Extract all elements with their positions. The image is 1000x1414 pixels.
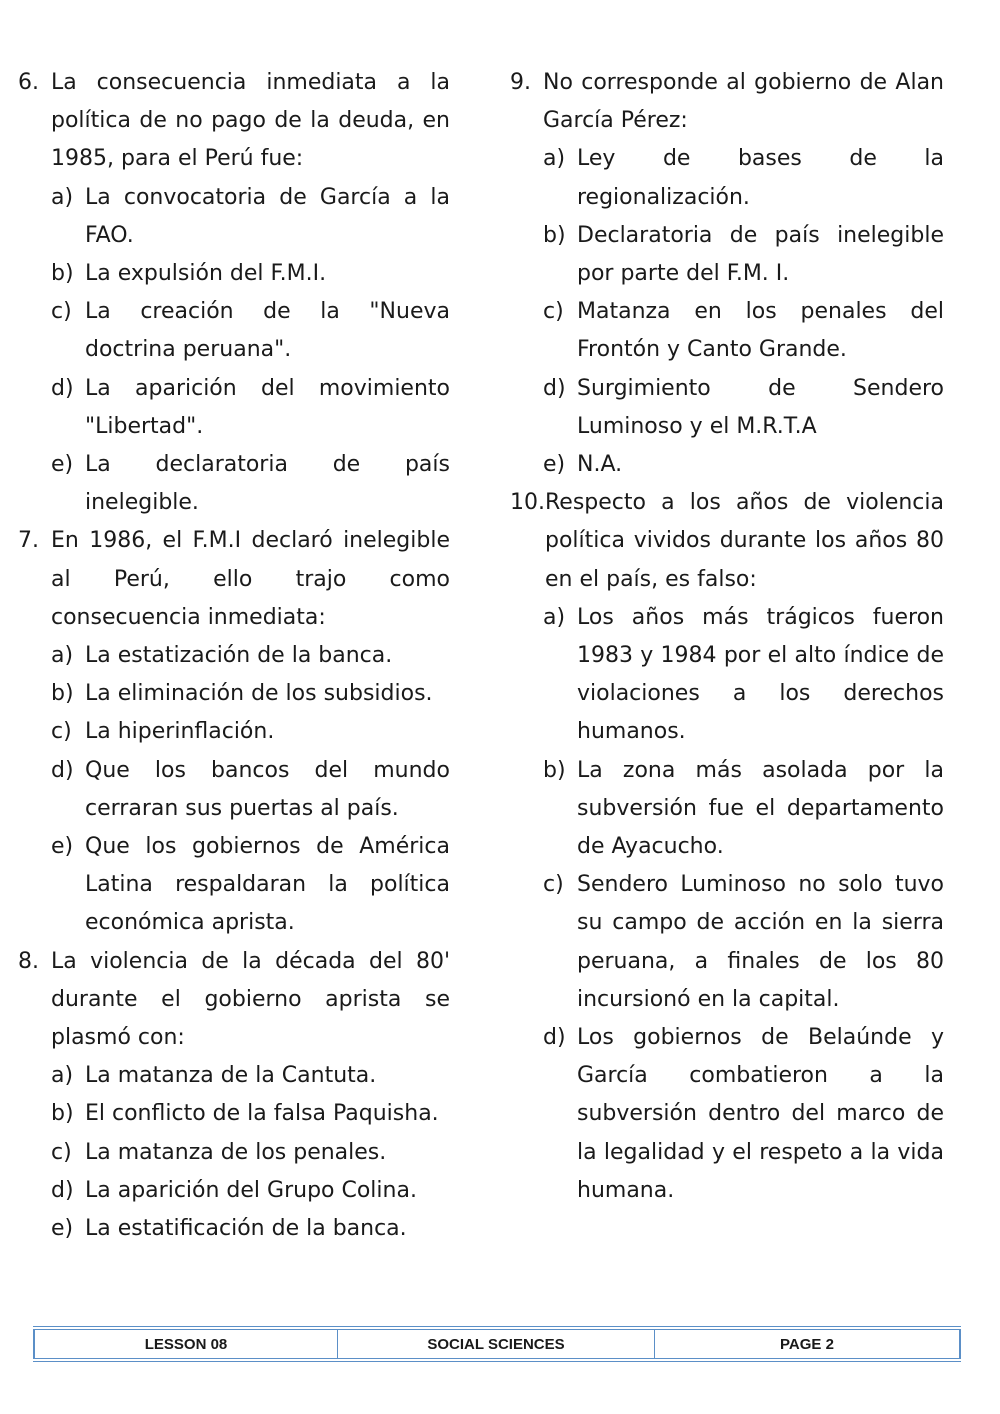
left-column — [18, 64, 450, 1248]
option-label: b) — [51, 681, 74, 707]
question-9 — [510, 64, 944, 484]
option-item — [51, 1172, 450, 1210]
option-label: a) — [543, 146, 566, 172]
option-label: c) — [51, 1139, 72, 1165]
option-item — [51, 293, 450, 369]
footer-lesson: LESSON 08 — [33, 1330, 337, 1358]
option-label: e) — [51, 1216, 74, 1242]
option-label: d) — [51, 1177, 74, 1203]
option-label: b) — [51, 1101, 74, 1127]
option-item — [543, 866, 944, 1019]
option-text: La estatización de la banca. — [85, 643, 393, 669]
option-item — [51, 1134, 450, 1172]
option-item — [543, 1019, 944, 1210]
option-text: Que los bancos del mundo cerraran sus puertas al país. — [85, 757, 450, 821]
option-text: La eliminación de los subsidios. — [85, 681, 433, 707]
option-label: d) — [51, 375, 74, 401]
right-column — [510, 64, 944, 1210]
option-text: Declaratoria de país inelegible por parte del F.M. I. — [577, 222, 944, 287]
question-text: La consecuencia inmediata a la política de no pago de la deuda, en 1985, para el Perú fue: — [51, 70, 450, 172]
option-text: La hiperinflación. — [85, 719, 275, 745]
option-text: La matanza de la Cantuta. — [85, 1063, 377, 1089]
option-item — [51, 1095, 450, 1133]
option-label: c) — [51, 719, 72, 745]
option-label: b) — [543, 222, 566, 248]
option-item — [543, 599, 944, 752]
question-text: La violencia de la década del 80' durante el gobierno aprista se plasmó con: — [51, 948, 450, 1051]
option-item — [51, 370, 450, 446]
option-text: La expulsión del F.M.I. — [85, 261, 327, 287]
option-text: La matanza de los penales. — [85, 1139, 387, 1165]
option-label: e) — [543, 452, 566, 478]
question-number: 6. — [18, 70, 39, 95]
footer-page-number: PAGE 2 — [654, 1330, 961, 1358]
option-label: a) — [51, 1063, 74, 1089]
option-text: El conflicto de la falsa Paquisha. — [85, 1101, 439, 1127]
option-label: d) — [543, 1025, 566, 1051]
option-text: Ley de bases de la regionalización. — [577, 146, 944, 210]
option-text: La declaratoria de país inelegible. — [85, 452, 450, 516]
option-label: c) — [543, 299, 564, 325]
question-number: 9. — [510, 70, 531, 95]
option-text: Los años más trágicos fueron 1983 y 1984 por el alto índice de violaciones a los derechos humanos. — [577, 604, 944, 745]
question-number: 7. — [18, 528, 39, 554]
option-label: e) — [51, 834, 74, 860]
option-text: Surgimiento de Sendero Luminoso y el M.R.T.A — [577, 375, 944, 439]
question-8 — [18, 943, 450, 1249]
option-label: b) — [51, 261, 74, 287]
footer-subject: SOCIAL SCIENCES — [337, 1330, 654, 1358]
option-item — [51, 179, 450, 255]
question-10 — [510, 484, 944, 1210]
option-text: La aparición del movimiento "Libertad". — [85, 375, 450, 439]
question-7 — [18, 522, 450, 942]
option-text: La convocatoria de García a la FAO. — [85, 184, 450, 248]
question-text: En 1986, el F.M.I declaró inelegible al Perú, ello trajo como consecuencia inmediata: — [51, 528, 450, 630]
option-text: Sendero Luminoso no solo tuvo su campo de acción en la sierra peruana, a finales de los 80 incursionó en la capital. — [577, 872, 944, 1012]
option-label: a) — [51, 643, 74, 669]
option-item — [543, 217, 944, 293]
option-text: La estatificación de la banca. — [85, 1216, 407, 1242]
option-text: Que los gobiernos de América Latina respaldaran la política económica aprista. — [85, 834, 450, 936]
question-text: No corresponde al gobierno de Alan García Pérez: — [543, 70, 944, 134]
option-label: d) — [51, 757, 74, 783]
option-label: d) — [543, 375, 566, 401]
option-text: La creación de la "Nueva doctrina peruana". — [85, 299, 450, 363]
option-item — [543, 446, 944, 484]
option-item — [51, 713, 450, 751]
option-item — [51, 446, 450, 522]
option-text: Los gobiernos de Belaúnde y García combatieron a la subversión dentro del marco de la legalidad y el respeto a la vida humana. — [577, 1025, 944, 1203]
option-item — [51, 675, 450, 713]
option-text: Matanza en los penales del Frontón y Canto Grande. — [577, 299, 944, 363]
option-label: a) — [543, 604, 566, 630]
option-label: b) — [543, 757, 566, 783]
option-item — [51, 1057, 450, 1095]
option-item — [51, 1210, 450, 1248]
question-number: 8. — [18, 948, 39, 974]
question-number: 10. — [510, 490, 545, 516]
option-text: La zona más asolada por la subversión fue el departamento de Ayacucho. — [577, 757, 944, 860]
option-item — [543, 140, 944, 216]
option-label: a) — [51, 184, 74, 210]
option-item — [51, 752, 450, 828]
question-6 — [18, 64, 450, 522]
option-text: La aparición del Grupo Colina. — [85, 1177, 417, 1203]
option-item — [543, 752, 944, 867]
option-item — [543, 293, 944, 369]
option-item — [51, 637, 450, 675]
option-item — [543, 370, 944, 446]
option-item — [51, 828, 450, 943]
option-text: N.A. — [577, 452, 623, 478]
option-label: e) — [51, 452, 74, 478]
page-footer — [33, 1326, 961, 1362]
question-text: Respecto a los años de violencia política vividos durante los años 80 en el país, es falso: — [545, 490, 944, 592]
option-label: c) — [543, 872, 564, 898]
option-label: c) — [51, 299, 72, 325]
option-item — [51, 255, 450, 293]
